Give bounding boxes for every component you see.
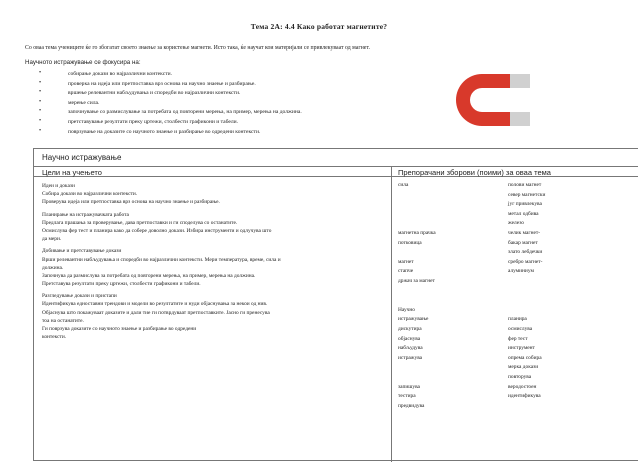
intro-text: Со оваа тема учениците ќе го збогатат своето знаење за користење магнети. Исто така, ќе научат кои материјали се привлекуваат од магнет. xyxy=(25,45,370,51)
goal-line: тоа на останатите. xyxy=(42,317,84,324)
goal-line: Ги поврзува доказите со научното знаење и разбирање во одредени xyxy=(42,326,197,332)
term-item: стапче xyxy=(398,268,414,275)
term-item: север магнетски xyxy=(508,191,546,198)
goal-line: Идентификува едноставни трендови и модели во резултатите и нуди објаснувања за некои од нив. xyxy=(42,301,268,308)
term-item: полови магнет xyxy=(508,182,542,188)
goal-line: контексти. xyxy=(42,334,67,341)
term-item: сила xyxy=(398,182,409,188)
term-item: повторува xyxy=(508,374,532,380)
goal-line: Предлага прашања за проверување, дава претпоставки и ги споделува со останатите. xyxy=(42,219,238,226)
term-item: дискутира xyxy=(398,326,422,332)
goal-line: Добивање и претставување докази xyxy=(42,248,122,255)
term-item: инструмент xyxy=(508,345,535,352)
goal-line: Претставува резултати преку цртежи, столбести графикони и табели. xyxy=(42,281,201,288)
goal-line: Собира докази во најразлични контексти. xyxy=(42,191,138,198)
table-header-row xyxy=(34,166,638,177)
science-inquiry-box xyxy=(33,148,638,461)
term-item: бакар магнет xyxy=(508,239,538,246)
term-item: опрема собира xyxy=(508,354,542,361)
term-item: осмислува xyxy=(508,326,533,332)
horseshoe-magnet-icon xyxy=(440,64,540,134)
focus-list xyxy=(25,71,425,138)
term-item: тестира xyxy=(398,393,416,400)
list-item: • претставување резултати преку цртежи, столбести графикони и табели. xyxy=(25,119,425,129)
term-item: запишува xyxy=(398,383,420,390)
term-item: злато лебдечки xyxy=(508,249,543,256)
term-item: југ привлекува xyxy=(508,201,542,208)
term-item: метал одбива xyxy=(508,210,539,217)
goal-line: Идеи и докази xyxy=(42,183,75,189)
goal-line: Проверува идеја или претпоставка врз основа на научно знаење и разбирање. xyxy=(42,199,220,206)
goal-line: Објаснува што покажуваат доказите и дали тие ги потврдуваат претпоставките. Јасно ги пренесува xyxy=(42,309,270,316)
term-item: магнет xyxy=(398,258,414,265)
term-item: сребро магнет- xyxy=(508,258,543,265)
goal-line: Започнува да размислува за потребата од повторени мерења, на пример, мерења на должина. xyxy=(42,272,256,279)
term-item: веродостоен xyxy=(508,383,537,390)
column-divider xyxy=(391,166,392,462)
list-item: • проверка на идеја или претпоставка врз основа на научно знаење и разбирање. xyxy=(25,81,425,91)
goal-line: Врши релевантни набљудувања и споредби во најразлични контексти. Мери температура, време, сила и xyxy=(42,256,281,263)
term-item: мерка докази xyxy=(508,364,539,371)
page-title: Тема 2А: 4.4 Како работат магнетите? xyxy=(250,22,388,31)
term-item: идентификува xyxy=(508,393,541,400)
term-item: истражува xyxy=(398,354,423,361)
term-item: објаснува xyxy=(398,335,421,342)
goal-line: Осмислува фер тест и планира како да собере доволно докази. Избира инструменти и одлучува што xyxy=(42,227,272,234)
list-item: • поврзување на доказите со научното знаење и разбирање во одредени контексти. xyxy=(25,129,425,139)
term-item: челик магнет- xyxy=(508,230,541,236)
term-item: предвидува xyxy=(398,402,425,409)
term-item: набљудува xyxy=(398,345,423,352)
term-item: железо xyxy=(508,220,524,227)
focus-label: Научното истражување се фокусира на: xyxy=(25,59,141,66)
term-item: држач за магнет xyxy=(398,278,435,284)
term-item: фер тест xyxy=(508,335,528,342)
goal-line: Планирање на истражувачката работа xyxy=(42,211,129,218)
words-header: Препорачани зборови (поими) за оваа тема xyxy=(398,168,551,177)
goals-header: Цели на учењето xyxy=(42,168,102,177)
goal-line: Разгледување докази и пристапи xyxy=(42,293,117,300)
list-item: • мерење сила. xyxy=(25,100,425,110)
goal-line: да мери. xyxy=(42,236,62,243)
term-item: Научно xyxy=(398,306,415,313)
term-item: магнетна прачка xyxy=(398,230,436,236)
list-item: • започнување со размислување за потребата од повторени мерења, на пример, мерења на должина. xyxy=(25,109,425,119)
term-item: планира xyxy=(508,316,527,323)
term-item: потковица xyxy=(398,239,422,246)
term-item: истражување xyxy=(398,316,429,323)
term-item: алуминиум xyxy=(508,268,534,275)
learning-goals xyxy=(42,182,387,341)
goal-line: должина. xyxy=(42,264,64,271)
list-item: • собирање докази во најразлични контексти. xyxy=(25,71,425,81)
box-title: Научно истражување xyxy=(42,153,122,162)
list-item: • вршење релевантни набљудувања и споредби во најразлични контексти. xyxy=(25,90,425,100)
